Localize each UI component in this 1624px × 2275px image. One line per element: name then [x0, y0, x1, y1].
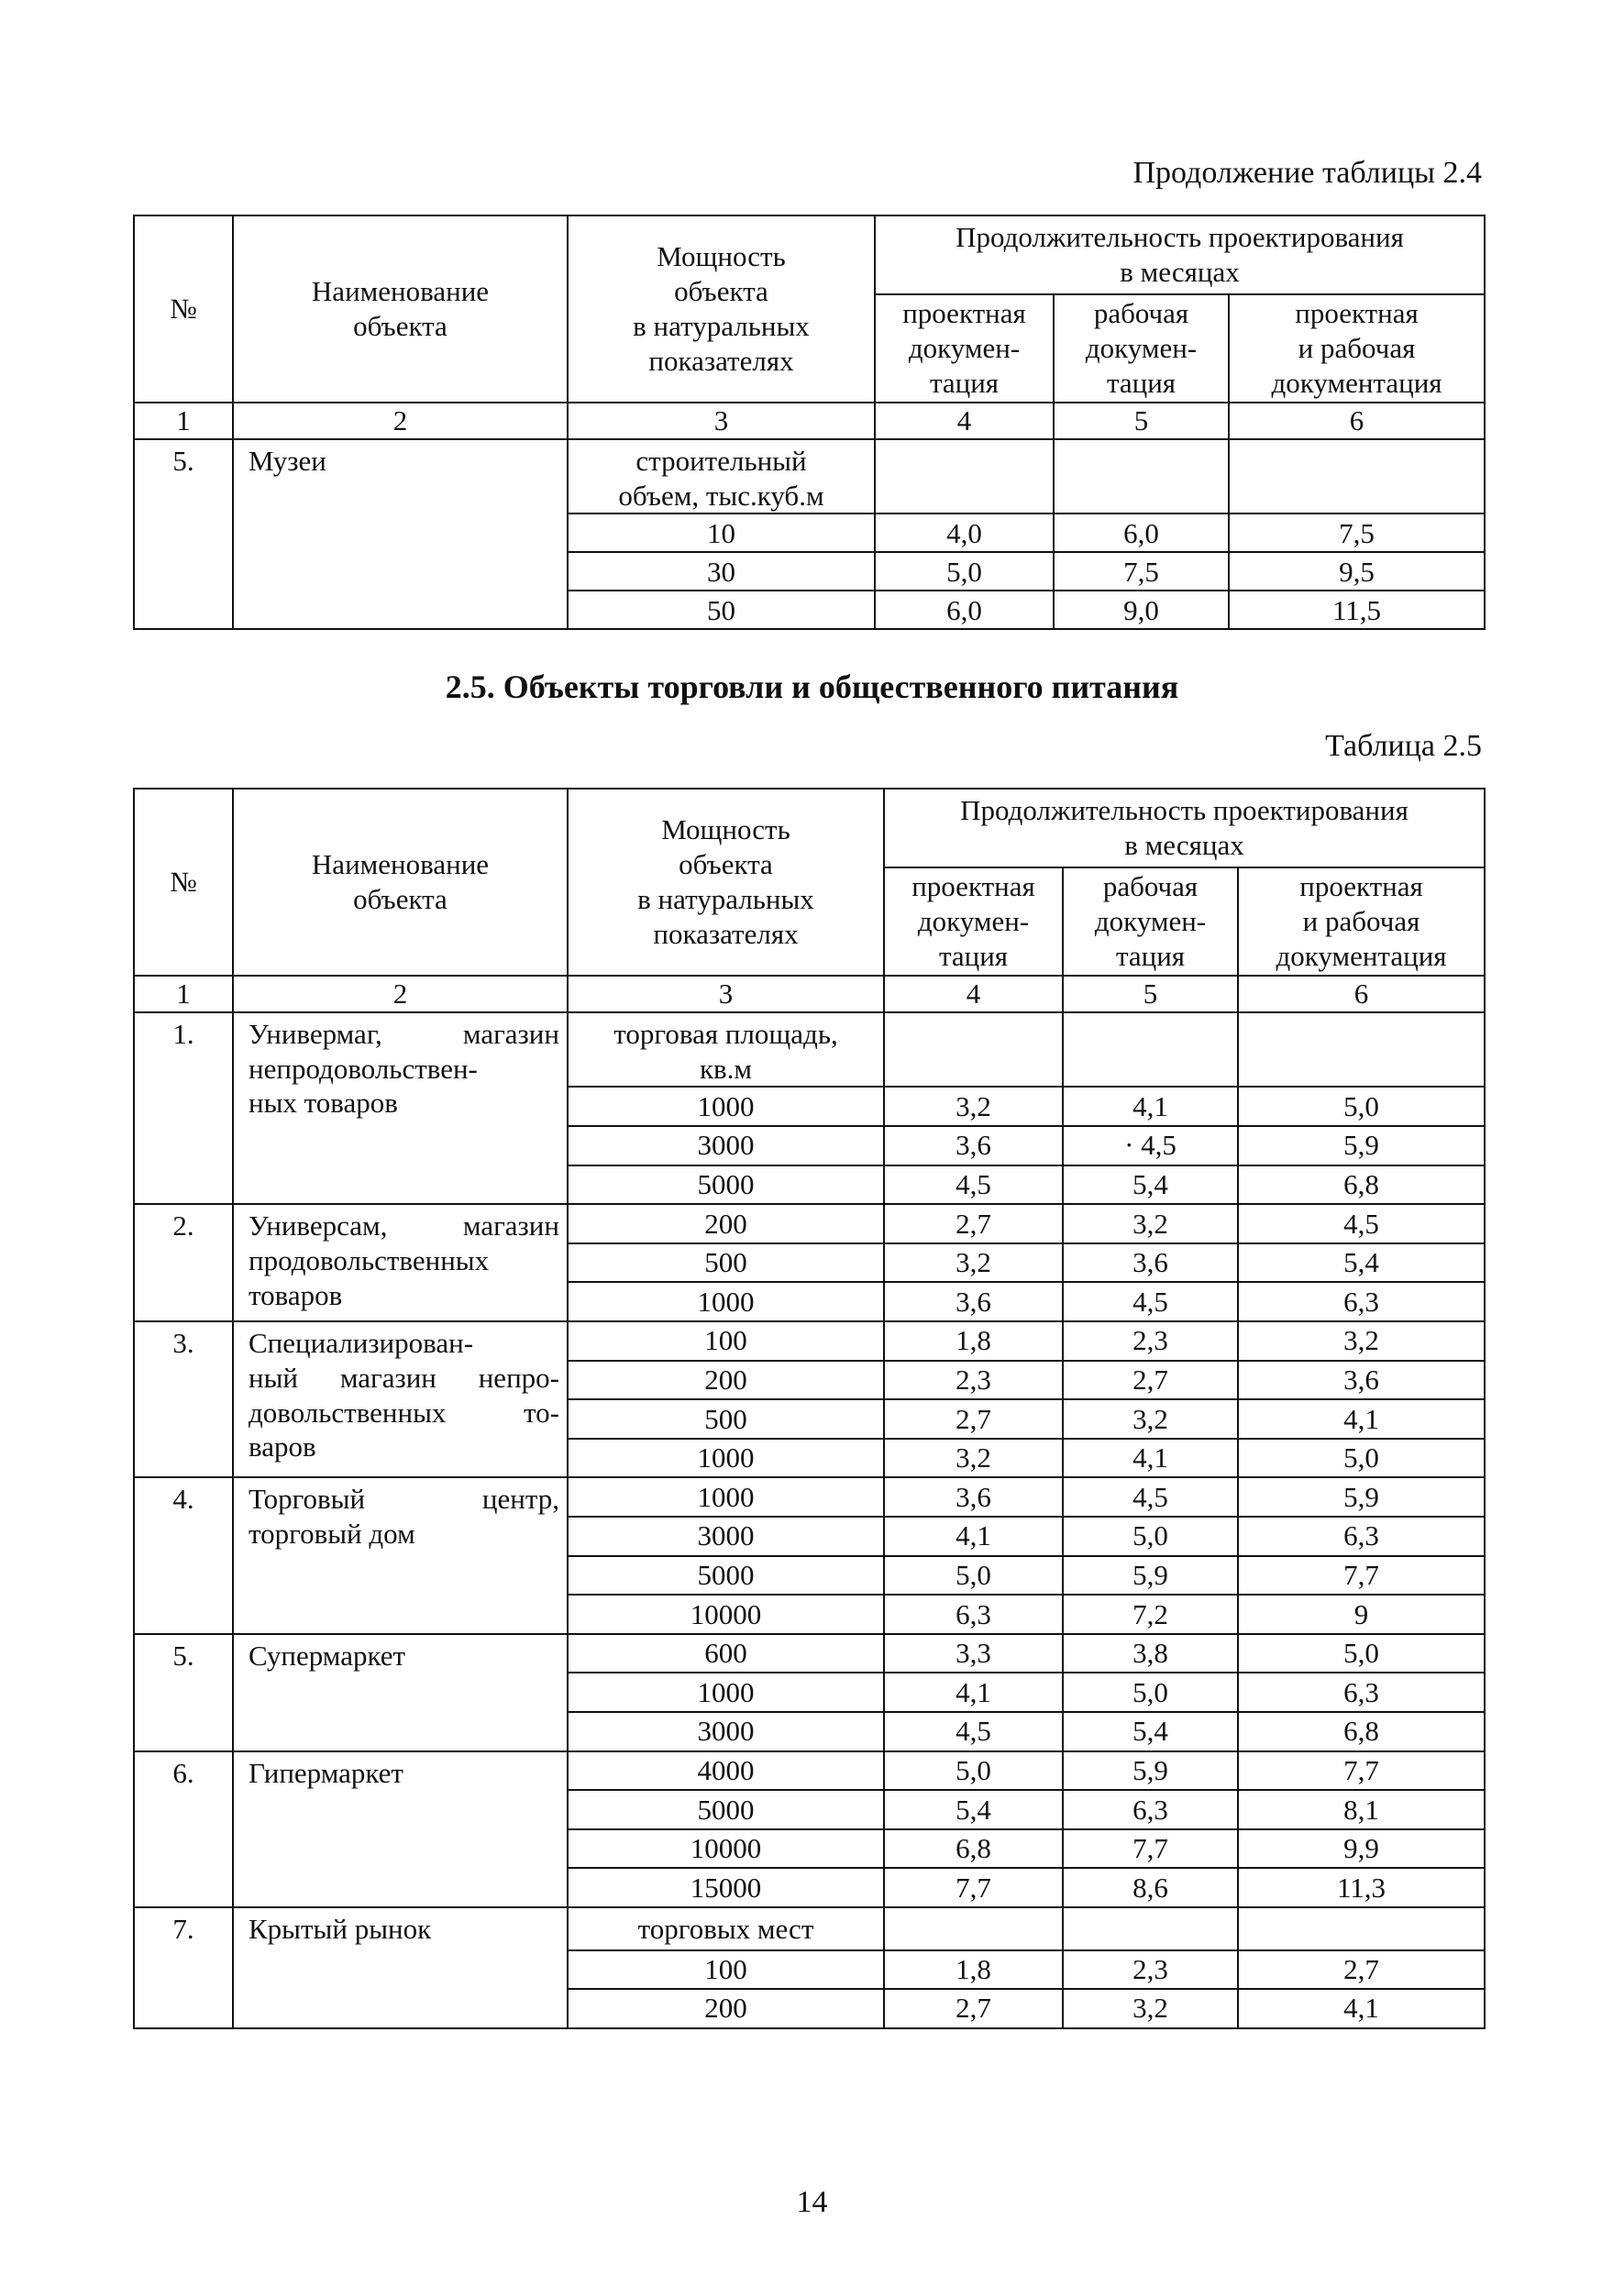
text-line: товаров — [249, 1278, 343, 1311]
text-line: и рабочая — [1298, 332, 1416, 365]
value-cell: 4,5 — [1063, 1282, 1238, 1321]
capacity-value: 200 — [568, 1204, 884, 1243]
header-duration — [884, 789, 1485, 867]
value-cell: 5,0 — [1063, 1673, 1238, 1712]
value-cell — [1063, 1012, 1238, 1088]
text-line: рабочая — [1102, 870, 1199, 903]
object-number: 6. — [134, 1751, 233, 1907]
text-line: Гипермаркет — [249, 1756, 403, 1789]
text-line: тация — [929, 366, 1000, 399]
header-name — [233, 789, 568, 976]
text-line: докумен- — [908, 332, 1021, 365]
capacity-value: 3000 — [568, 1126, 884, 1165]
capacity-value: 5000 — [568, 1165, 884, 1205]
object-name — [233, 1204, 568, 1321]
value-cell: · 4,5 — [1063, 1126, 1238, 1165]
value-cell: 5,0 — [1238, 1087, 1485, 1126]
value-cell: 4,1 — [1238, 1989, 1485, 2028]
value-cell: 3,3 — [884, 1634, 1063, 1673]
value-cell: 3,6 — [884, 1477, 1063, 1517]
capacity-value: 30 — [568, 552, 875, 591]
text-line: Наименование — [311, 848, 490, 881]
object-name — [233, 1012, 568, 1204]
value-cell: 3,2 — [1063, 1204, 1238, 1243]
capacity-value: 200 — [568, 1989, 884, 2028]
value-cell: 4,0 — [875, 514, 1054, 552]
text-line: докумен- — [1085, 332, 1198, 365]
value-cell: 5,4 — [1063, 1165, 1238, 1205]
value-cell: 6,3 — [1238, 1673, 1485, 1712]
capacity-value: 5000 — [568, 1790, 884, 1829]
value-cell: 6,3 — [1238, 1517, 1485, 1556]
value-cell: 6,0 — [875, 591, 1054, 629]
value-cell: 7,5 — [1054, 552, 1229, 591]
value-cell: 5,0 — [1238, 1439, 1485, 1478]
value-cell: 4,1 — [884, 1517, 1063, 1556]
value-cell: 9,9 — [1238, 1829, 1485, 1869]
text-line: тация — [938, 939, 1009, 972]
object-name — [233, 1477, 568, 1633]
table-row — [134, 1907, 1485, 1950]
value-cell — [1054, 439, 1229, 514]
value-cell: 2,7 — [884, 1399, 1063, 1439]
value-cell: 4,5 — [1063, 1477, 1238, 1517]
value-cell — [884, 1012, 1063, 1088]
value-cell: 5,9 — [1063, 1751, 1238, 1791]
text-line: непродовольствен- — [249, 1052, 478, 1085]
text-line: кв.м — [699, 1052, 753, 1085]
table-header — [134, 789, 1485, 1012]
header-row — [134, 215, 1485, 294]
object-name — [233, 1321, 568, 1477]
table-2-5 — [133, 788, 1486, 2029]
capacity-value: 1000 — [568, 1439, 884, 1478]
text-line: документация — [1271, 366, 1442, 399]
text-line: докумен- — [917, 905, 1030, 938]
value-cell: 3,8 — [1063, 1634, 1238, 1673]
capacity-value: 600 — [568, 1634, 884, 1673]
object-number: 4. — [134, 1477, 233, 1633]
value-cell: 2,7 — [884, 1989, 1063, 2028]
text-line: в натуральных — [637, 883, 814, 915]
value-cell: 5,0 — [1063, 1517, 1238, 1556]
value-cell: 1,8 — [884, 1321, 1063, 1361]
value-cell: 3,2 — [884, 1439, 1063, 1478]
text-line: Крытый рынок — [249, 1912, 432, 1945]
text-line: Универмаг, магазин — [249, 1017, 559, 1050]
object-number: 2. — [134, 1204, 233, 1321]
value-cell: 9,5 — [1229, 552, 1485, 591]
text-line: и рабочая — [1302, 905, 1420, 938]
text-line: документация — [1276, 939, 1447, 972]
capacity-value: 500 — [568, 1243, 884, 1283]
value-cell: 5,9 — [1238, 1126, 1485, 1165]
text-line: довольственных то- — [249, 1396, 559, 1429]
text-line: продовольственных — [249, 1244, 490, 1277]
header-working-docs — [1054, 294, 1229, 403]
value-cell: 3,6 — [884, 1126, 1063, 1165]
column-index-row — [134, 403, 1485, 439]
header-capacity — [568, 789, 884, 976]
value-cell: 2,7 — [1238, 1950, 1485, 1990]
text-line: Музеи — [249, 444, 326, 477]
table-header — [134, 215, 1485, 439]
header-both-docs — [1238, 867, 1485, 976]
capacity-value: 1000 — [568, 1282, 884, 1321]
text-line: строительный — [635, 444, 807, 477]
value-cell: 6,3 — [1238, 1282, 1485, 1321]
text-line: объекта — [353, 883, 447, 915]
object-number: 3. — [134, 1321, 233, 1477]
text-line: проектная — [1299, 870, 1423, 903]
text-line: торговая площадь, — [613, 1017, 838, 1050]
column-index: 5 — [1054, 403, 1229, 439]
value-cell: 6,3 — [1063, 1790, 1238, 1829]
capacity-value: 100 — [568, 1321, 884, 1361]
object-number: 5. — [134, 439, 233, 630]
value-cell: 4,1 — [1238, 1399, 1485, 1439]
table-row — [134, 1751, 1485, 1791]
text-line: показателях — [648, 344, 794, 377]
value-cell — [884, 1907, 1063, 1950]
table-row — [134, 1321, 1485, 1361]
value-cell: 6,8 — [884, 1829, 1063, 1869]
table-body — [134, 439, 1485, 630]
header-project-docs — [884, 867, 1063, 976]
value-cell: 3,2 — [884, 1243, 1063, 1283]
value-cell: 5,0 — [875, 552, 1054, 591]
value-cell: 6,8 — [1238, 1712, 1485, 1751]
value-cell: 5,4 — [1238, 1243, 1485, 1283]
value-cell — [1229, 439, 1485, 514]
value-cell: 6,0 — [1054, 514, 1229, 552]
value-cell: 2,3 — [1063, 1321, 1238, 1361]
text-line: проектная — [902, 297, 1026, 330]
object-number: 5. — [134, 1634, 233, 1751]
text-line: докумен- — [1094, 905, 1207, 938]
text-line: проектная — [1295, 297, 1419, 330]
text-line: проектная — [911, 870, 1035, 903]
table-row — [134, 1634, 1485, 1673]
header-duration — [875, 215, 1485, 294]
text-line: объекта — [679, 848, 773, 881]
value-cell: 4,5 — [884, 1165, 1063, 1205]
value-cell: 2,7 — [1063, 1361, 1238, 1400]
capacity-value: 100 — [568, 1950, 884, 1990]
text-line: в месяцах — [1120, 256, 1240, 288]
header-both-docs — [1229, 294, 1485, 403]
text-line: Продолжительность проектирования — [956, 221, 1404, 254]
value-cell: 7,7 — [1063, 1829, 1238, 1869]
value-cell: 3,2 — [884, 1087, 1063, 1126]
value-cell: 4,5 — [884, 1712, 1063, 1751]
value-cell: 11,3 — [1238, 1868, 1485, 1907]
column-index: 6 — [1238, 976, 1485, 1012]
value-cell: 6,8 — [1238, 1165, 1485, 1205]
capacity-value: 15000 — [568, 1868, 884, 1907]
capacity-value: 1000 — [568, 1673, 884, 1712]
column-index: 4 — [884, 976, 1063, 1012]
value-cell: 11,5 — [1229, 591, 1485, 629]
capacity-value: 10000 — [568, 1595, 884, 1634]
value-cell: 1,8 — [884, 1950, 1063, 1990]
capacity-value: 5000 — [568, 1556, 884, 1596]
column-index: 2 — [233, 403, 568, 439]
capacity-unit — [568, 1012, 884, 1088]
object-number: 7. — [134, 1907, 233, 2028]
object-number: 1. — [134, 1012, 233, 1204]
text-line: Продолжительность проектирования — [960, 794, 1409, 827]
text-line: Мощность — [657, 240, 786, 273]
header-project-docs — [875, 294, 1054, 403]
value-cell — [1063, 1907, 1238, 1950]
column-index: 5 — [1063, 976, 1238, 1012]
text-line: тация — [1106, 366, 1177, 399]
value-cell: 3,2 — [1238, 1321, 1485, 1361]
column-index: 6 — [1229, 403, 1485, 439]
capacity-value: 500 — [568, 1399, 884, 1439]
value-cell — [875, 439, 1054, 514]
text-line: рабочая — [1093, 297, 1189, 330]
column-index: 2 — [233, 976, 568, 1012]
capacity-value: 3000 — [568, 1517, 884, 1556]
text-line: показателях — [653, 917, 799, 950]
value-cell — [1238, 1907, 1485, 1950]
value-cell: 4,1 — [1063, 1087, 1238, 1126]
value-cell: 5,0 — [884, 1751, 1063, 1791]
value-cell: 8,1 — [1238, 1790, 1485, 1829]
header-number: № — [134, 789, 233, 976]
value-cell: 7,7 — [884, 1868, 1063, 1907]
value-cell: 5,0 — [1238, 1634, 1485, 1673]
header-row — [134, 789, 1485, 867]
capacity-value: 1000 — [568, 1477, 884, 1517]
header-capacity — [568, 215, 875, 403]
table-row — [134, 1477, 1485, 1517]
column-index: 4 — [875, 403, 1054, 439]
value-cell: 3,6 — [884, 1282, 1063, 1321]
value-cell: 4,5 — [1238, 1204, 1485, 1243]
value-cell: 4,1 — [1063, 1439, 1238, 1478]
column-index: 1 — [134, 403, 233, 439]
text-line: Мощность — [661, 813, 790, 846]
column-index: 3 — [568, 403, 875, 439]
header-working-docs — [1063, 867, 1238, 976]
text-line: Супермаркет — [249, 1639, 406, 1672]
value-cell: 7,5 — [1229, 514, 1485, 552]
value-cell: 2,3 — [884, 1361, 1063, 1400]
text-line: объекта — [353, 310, 447, 342]
value-cell: 5,4 — [1063, 1712, 1238, 1751]
text-line: Наименование — [311, 275, 490, 308]
object-name — [233, 439, 568, 630]
table-body — [134, 1012, 1485, 2028]
value-cell: 3,6 — [1238, 1361, 1485, 1400]
text-line: Универсам, магазин — [249, 1209, 559, 1242]
capacity-value: 50 — [568, 591, 875, 629]
capacity-value: 10 — [568, 514, 875, 552]
table-continuation-caption: Продолжение таблицы 2.4 — [1132, 156, 1482, 190]
table-row — [134, 439, 1485, 514]
value-cell: 3,2 — [1063, 1399, 1238, 1439]
table-caption: Таблица 2.5 — [1325, 729, 1482, 763]
text-line: торговый дом — [249, 1518, 415, 1551]
header-name — [233, 215, 568, 403]
text-line: Специализирован- — [249, 1327, 474, 1359]
object-name — [233, 1907, 568, 2028]
text-line: тация — [1115, 939, 1186, 972]
value-cell: 2,7 — [884, 1204, 1063, 1243]
column-index: 3 — [568, 976, 884, 1012]
value-cell: 9,0 — [1054, 591, 1229, 629]
text-line: ных товаров — [249, 1087, 398, 1120]
text-line: ный магазин непро- — [249, 1361, 559, 1394]
capacity-value: 3000 — [568, 1712, 884, 1751]
value-cell: 2,3 — [1063, 1950, 1238, 1990]
text-line: в натуральных — [633, 310, 810, 342]
value-cell: 5,4 — [884, 1790, 1063, 1829]
value-cell: 5,0 — [884, 1556, 1063, 1596]
table-row — [134, 1204, 1485, 1243]
capacity-value: 1000 — [568, 1087, 884, 1126]
value-cell: 7,7 — [1238, 1751, 1485, 1791]
value-cell — [1238, 1012, 1485, 1088]
value-cell: 6,3 — [884, 1595, 1063, 1634]
value-cell: 8,6 — [1063, 1868, 1238, 1907]
value-cell: 5,9 — [1238, 1477, 1485, 1517]
value-cell: 3,6 — [1063, 1243, 1238, 1283]
text-line: торговых мест — [637, 1912, 814, 1945]
table-2-4-continuation — [133, 215, 1486, 630]
capacity-value: 10000 — [568, 1829, 884, 1869]
value-cell: 5,9 — [1063, 1556, 1238, 1596]
capacity-value: 4000 — [568, 1751, 884, 1791]
value-cell: 7,2 — [1063, 1595, 1238, 1634]
capacity-value: 200 — [568, 1361, 884, 1400]
value-cell: 3,2 — [1063, 1989, 1238, 2028]
header-number: № — [134, 215, 233, 403]
capacity-unit — [568, 1907, 884, 1950]
text-line: объекта — [674, 275, 768, 308]
value-cell: 7,7 — [1238, 1556, 1485, 1596]
capacity-unit — [568, 439, 875, 514]
section-title: 2.5. Объекты торговли и общественного питания — [445, 668, 1179, 705]
column-index: 1 — [134, 976, 233, 1012]
column-index-row — [134, 976, 1485, 1012]
page-number: 14 — [796, 2185, 828, 2219]
value-cell: 9 — [1238, 1595, 1485, 1634]
text-line: в месяцах — [1124, 829, 1244, 861]
object-name — [233, 1751, 568, 1907]
text-line: варов — [249, 1430, 316, 1463]
object-name — [233, 1634, 568, 1751]
table-row — [134, 1012, 1485, 1088]
value-cell: 4,1 — [884, 1673, 1063, 1712]
text-line: Торговый центр, — [249, 1483, 559, 1516]
text-line: объем, тыс.куб.м — [618, 479, 824, 512]
